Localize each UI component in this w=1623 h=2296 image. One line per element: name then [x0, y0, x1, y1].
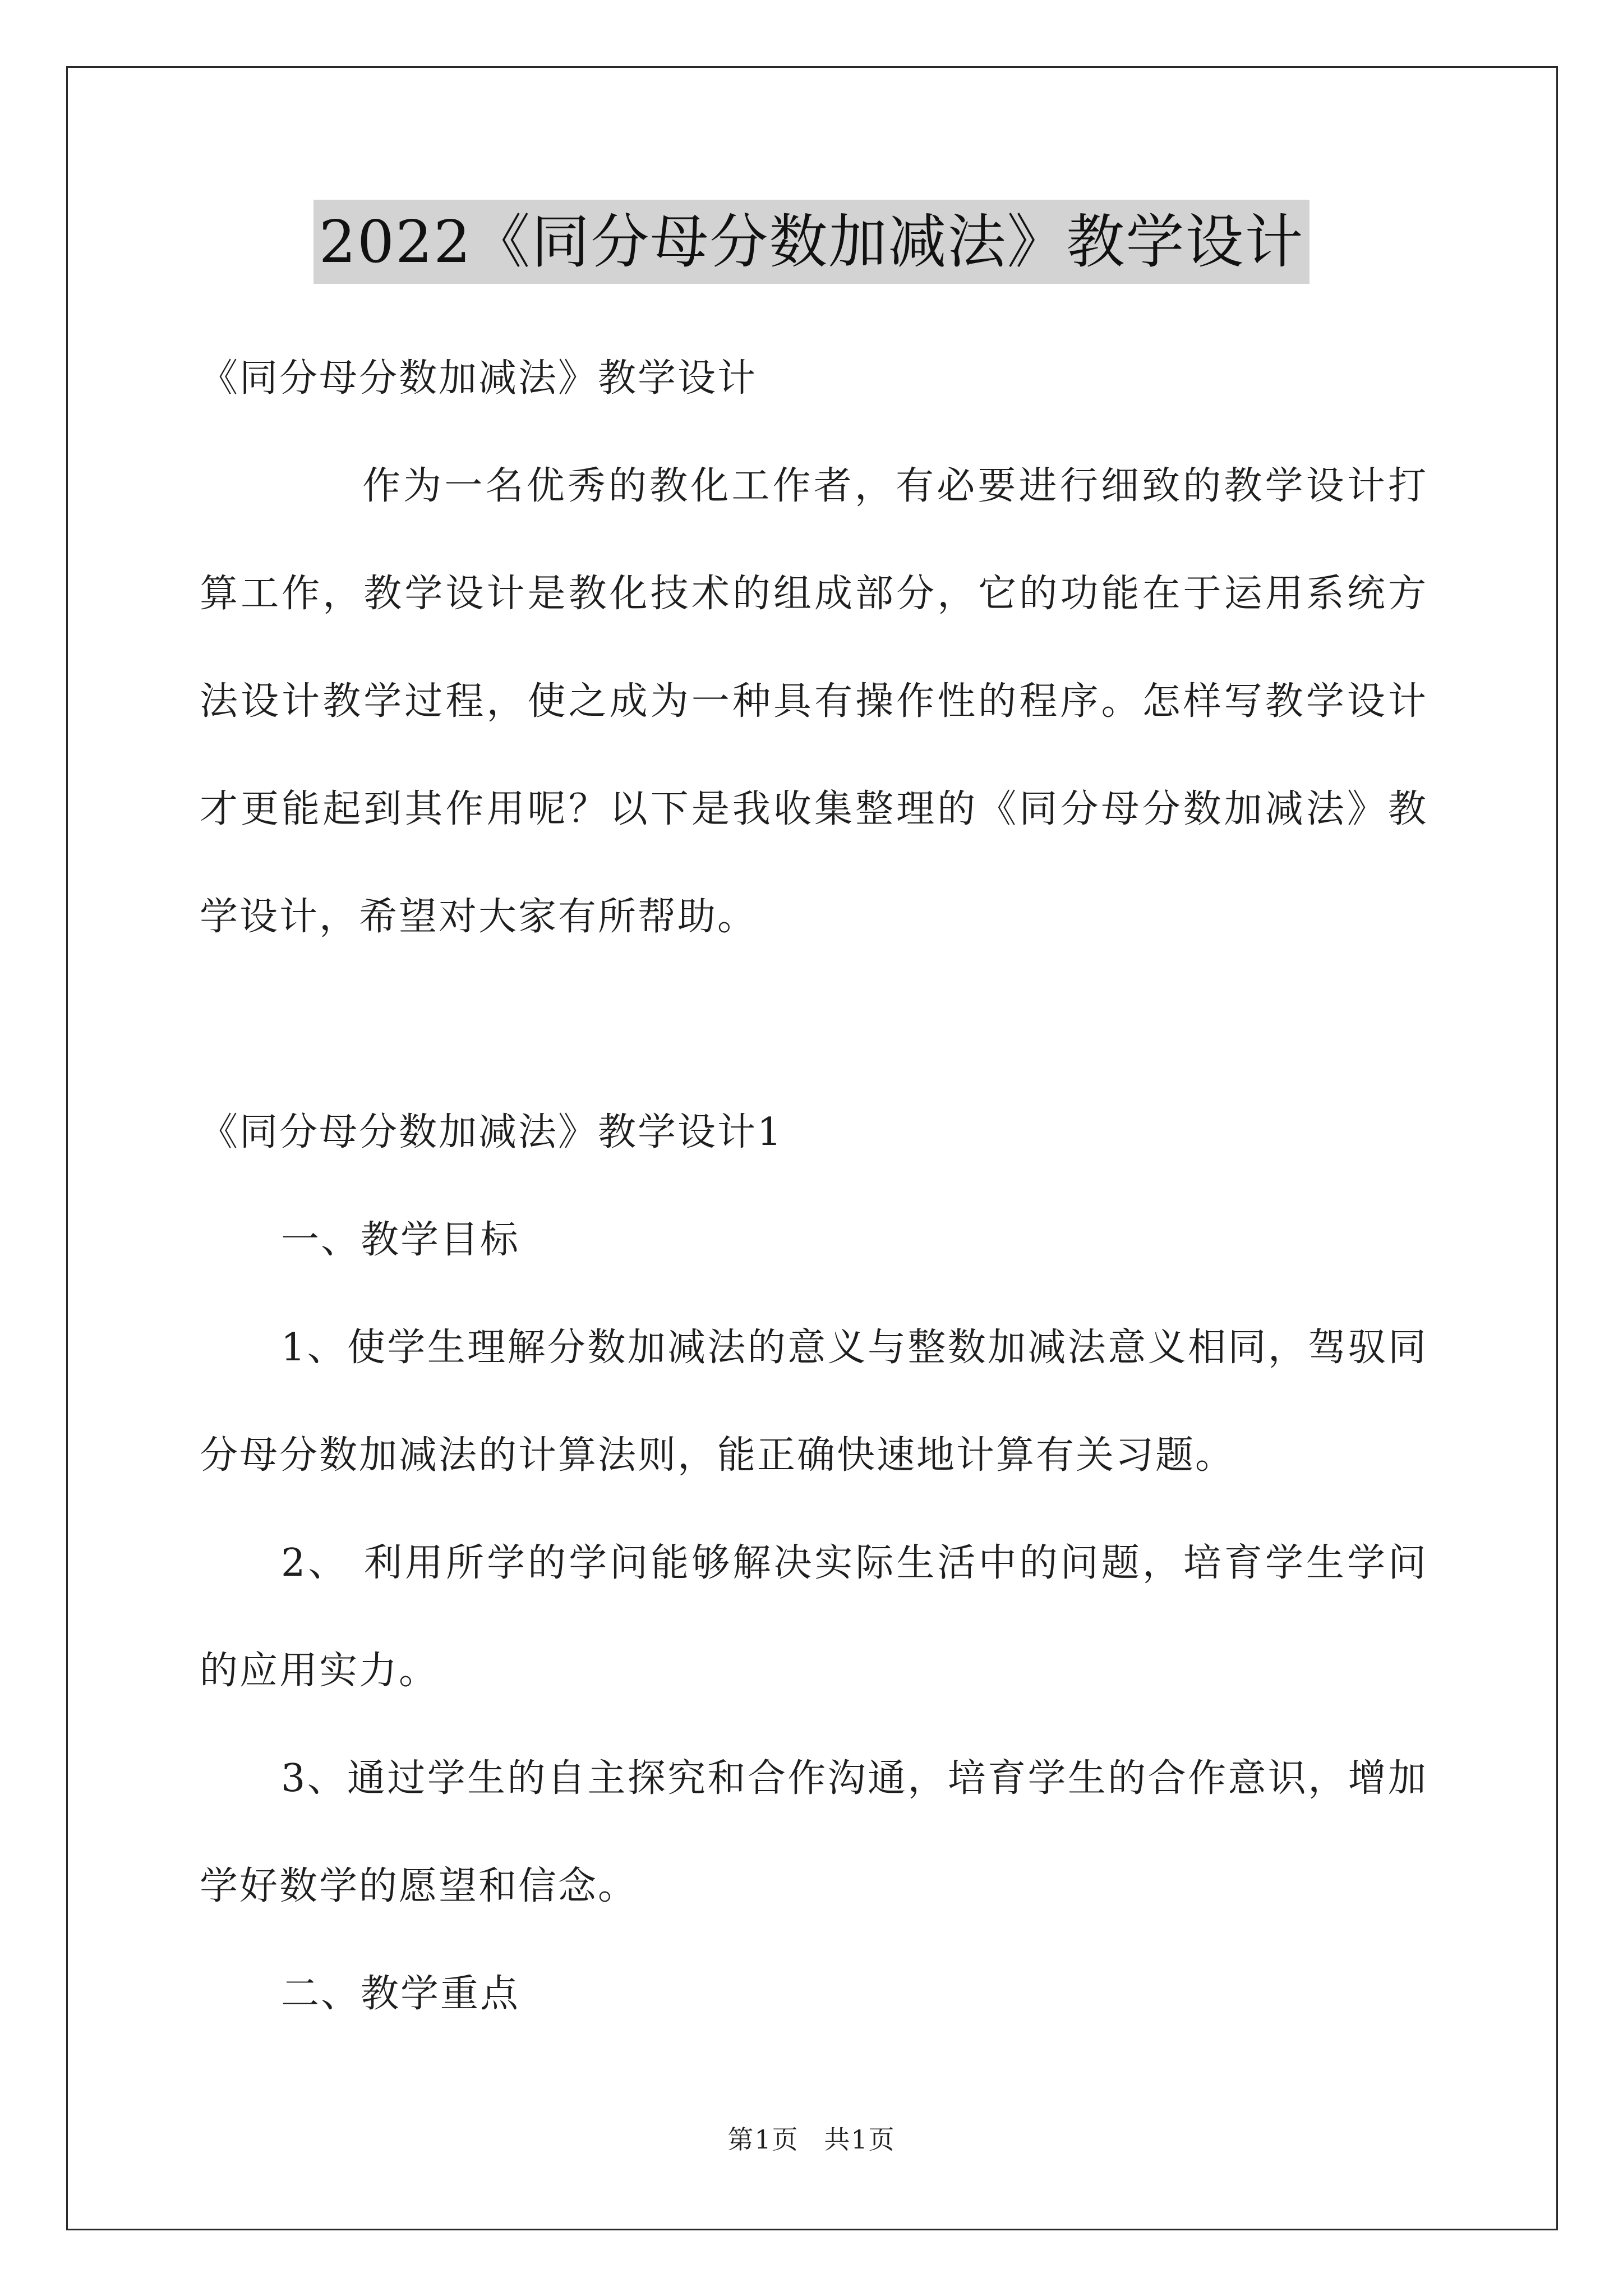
- intro-line-5: 学设计，希望对大家有所帮助。: [200, 895, 758, 939]
- intro-line-4: 才更能起到其作用呢？以下是我收集整理的《同分母分数加减法》教: [200, 787, 1428, 831]
- intro-line-2: 算工作，教学设计是教化技术的组成部分，它的功能在于运用系统方: [200, 572, 1428, 616]
- part2-heading: 二、教学重点: [281, 1972, 520, 2016]
- part1-heading: 一、教学目标: [281, 1218, 520, 1262]
- goal3-line-1: 3、通过学生的自主探究和合作沟通，培育学生的合作意识，增加: [281, 1756, 1428, 1801]
- goal3-line-2: 学好数学的愿望和信念。: [200, 1864, 638, 1908]
- intro-line-3: 法设计教学过程，使之成为一种具有操作性的程序。怎样写教学设计: [200, 679, 1428, 724]
- document-subtitle: 《同分母分数加减法》教学设计: [200, 356, 758, 401]
- goal2-line-2: 的应用实力。: [200, 1649, 439, 1693]
- goal2-line-1: 2、 利用所学的学问能够解决实际生活中的问题，培育学生学问: [281, 1541, 1428, 1585]
- page-number: 第1页: [727, 2124, 799, 2155]
- page-footer: [0, 2119, 1623, 2156]
- goal1-line-2: 分母分数加减法的计算法则，能正确快速地计算有关习题。: [200, 1433, 1235, 1478]
- title-container: [0, 200, 1623, 284]
- goal1-line-1: 1、使学生理解分数加减法的意义与整数加减法意义相同，驾驭同: [281, 1326, 1428, 1370]
- total-pages: 共1页: [824, 2124, 896, 2155]
- document-title: 2022《同分母分数加减法》教学设计: [313, 200, 1310, 284]
- intro-line-1: 作为一名优秀的教化工作者，有必要进行细致的教学设计打: [362, 464, 1428, 508]
- section-heading: 《同分母分数加减法》教学设计1: [200, 1110, 783, 1154]
